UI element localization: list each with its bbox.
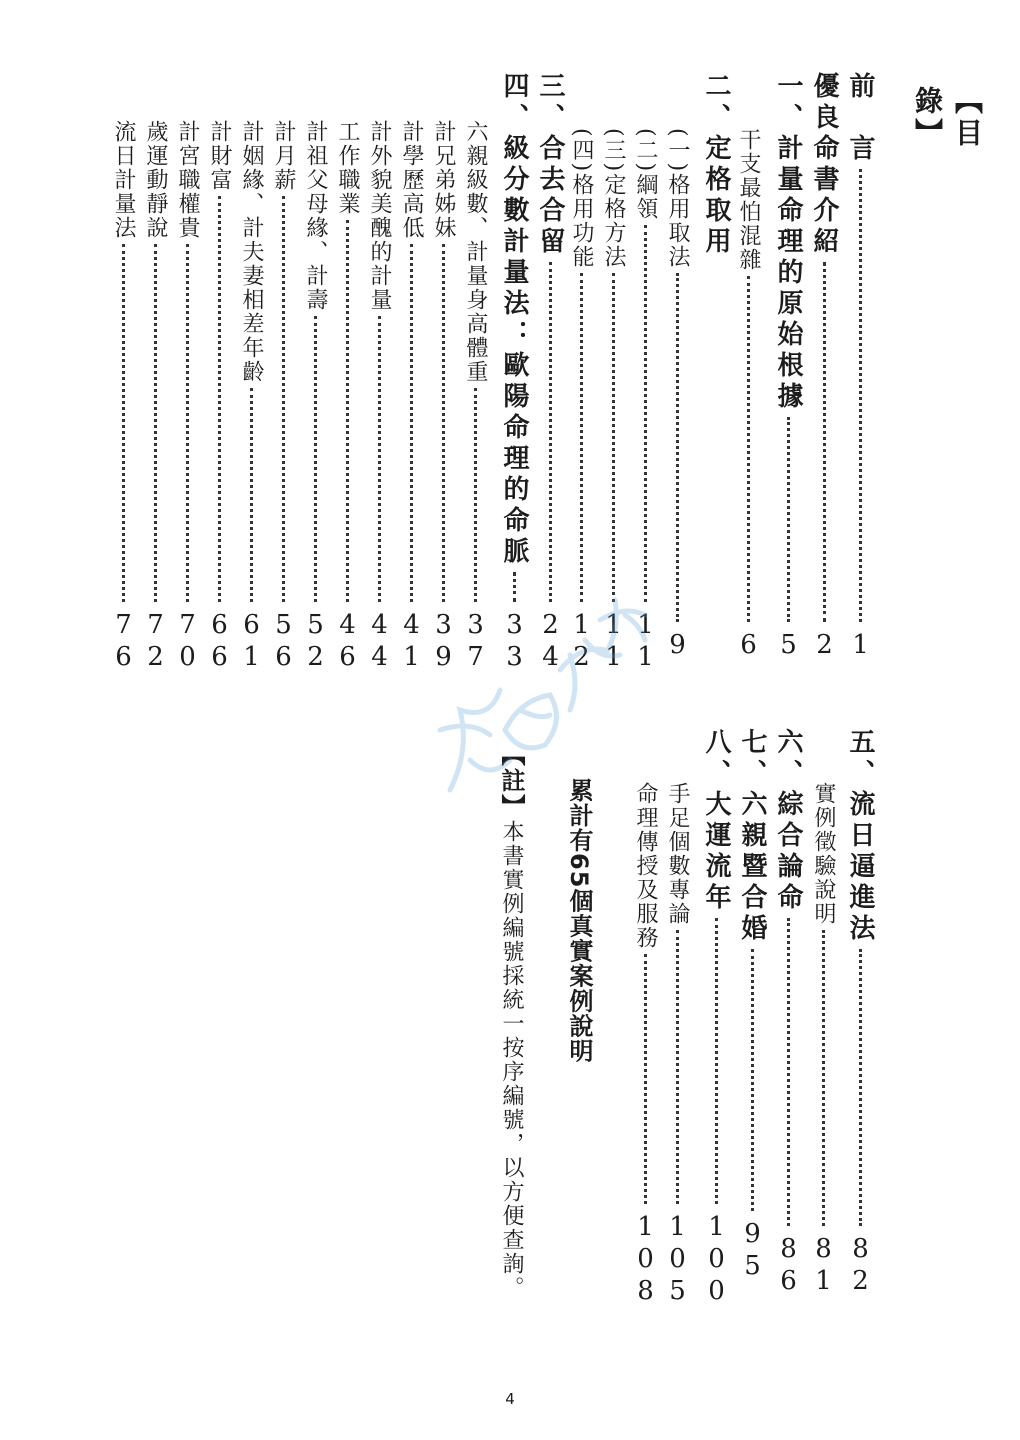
- toc-entry-label: (三)定格方法: [601, 128, 626, 270]
- toc-entry-label: 計兄弟姊妹: [431, 120, 456, 240]
- toc-leader-dots: [715, 918, 718, 1204]
- toc-entry-4-marriage[interactable]: [236, 120, 267, 674]
- toc-entry-label: 干支最怕混雜: [736, 128, 761, 272]
- toc-entry-label: 八、大運流年: [701, 728, 731, 914]
- toc-entry-page: 66: [204, 610, 235, 674]
- toc-entry-page: 72: [140, 610, 171, 674]
- footnote: [494, 742, 529, 1300]
- toc-leader-dots: [122, 244, 125, 602]
- toc-entry-page: 11: [630, 610, 661, 674]
- toc-leader-dots: [747, 276, 750, 622]
- toc-entry-label: (二)綱領: [633, 128, 658, 222]
- toc-leader-dots: [410, 244, 413, 602]
- toc-entry-label: 優良命書介紹: [809, 72, 839, 258]
- toc-entry-4-rank[interactable]: [172, 120, 203, 674]
- toc-entry-label: 四、級分數計量法：歐陽命理的命脈: [499, 72, 529, 568]
- toc-entry-4-appearance[interactable]: [364, 120, 395, 674]
- toc-leader-dots: [346, 220, 349, 602]
- watermark-seal: [410, 560, 670, 820]
- toc-entry-label: 六親級數、計量身高體重: [463, 120, 488, 384]
- toc-leader-dots: [751, 949, 754, 1211]
- toc-entry-label: (一)格用取法: [665, 128, 690, 270]
- toc-entry-page: 82: [845, 1234, 876, 1298]
- toc-entry-label: 實例徵驗說明: [811, 782, 836, 926]
- toc-entry-label: 六、綜合論命: [773, 728, 803, 914]
- toc-leader-dots: [787, 918, 790, 1226]
- toc-leader-dots: [644, 954, 647, 1204]
- toc-entry-label: 歲運動靜說: [143, 120, 168, 240]
- toc-leader-dots: [859, 169, 862, 622]
- toc-entry-label: 計祖父母緣、計壽: [303, 120, 328, 312]
- toc-leader-dots: [154, 244, 157, 602]
- toc-entry-page: 39: [428, 610, 459, 674]
- toc-entry-page: 1: [845, 630, 876, 662]
- toc-entry-page: 5: [773, 630, 804, 662]
- toc-entry-chapter-7[interactable]: [734, 728, 771, 1283]
- toc-entry-chapter-6[interactable]: [770, 728, 807, 1298]
- toc-entry-label: 計月薪: [271, 120, 296, 192]
- toc-entry-label: 前 言: [845, 72, 875, 165]
- toc-entry-label: 命理傳授及服務: [633, 782, 658, 950]
- toc-entry-preface[interactable]: [842, 72, 879, 662]
- toc-leader-dots: [822, 930, 825, 1226]
- toc-entry-page: 44: [364, 610, 395, 674]
- toc-entry-page: 6: [733, 630, 764, 662]
- toc-entry-page: 11: [598, 610, 629, 674]
- toc-entry-label: 計財富: [207, 120, 232, 192]
- toc-entry-page: 61: [236, 610, 267, 674]
- toc-entry-label: 工作職業: [335, 120, 360, 216]
- toc-leader-dots: [787, 417, 790, 622]
- toc-entry-page: 81: [808, 1234, 839, 1298]
- toc-entry-4-luck[interactable]: [140, 120, 171, 674]
- toc-entry-4-occupation[interactable]: [332, 120, 363, 674]
- toc-leader-dots: [580, 273, 583, 602]
- toc-entry-label: 計姻緣、計夫妻相差年齡: [239, 120, 264, 384]
- toc-leader-dots: [612, 273, 615, 602]
- toc-entry-page: 41: [396, 610, 427, 674]
- toc-entry-label: 一、計量命理的原始根據: [773, 72, 803, 413]
- page-number: 4: [505, 1390, 515, 1408]
- toc-entry-page: 2: [809, 630, 840, 662]
- toc-leader-dots: [250, 388, 253, 602]
- toc-entry-page: 33: [499, 610, 530, 674]
- toc-leader-dots: [644, 225, 647, 602]
- toc-entry-label: 七、六親暨合婚: [737, 728, 767, 945]
- toc-title: [907, 86, 987, 194]
- toc-entry-page: 100: [701, 1212, 732, 1308]
- toc-entry-page: 24: [535, 610, 566, 674]
- toc-leader-dots: [676, 930, 679, 1204]
- toc-entry-8-teaching[interactable]: [630, 782, 661, 1308]
- footnote-text: 本書實例編號採統一按序編號，以方便查詢。: [499, 820, 524, 1300]
- toc-entry-4-daily[interactable]: [108, 120, 139, 674]
- toc-entry-page: 105: [662, 1212, 693, 1308]
- toc-entry-8-siblings[interactable]: [662, 782, 693, 1308]
- footnote-mark: 【註】: [497, 742, 526, 820]
- toc-entry-chapter-2[interactable]: [698, 72, 735, 272]
- toc-entry-page: 46: [332, 610, 363, 674]
- toc-leader-dots: [218, 196, 221, 602]
- toc-entry-page: 108: [630, 1212, 661, 1308]
- toc-entry-page: 12: [566, 610, 597, 674]
- toc-entry-page: 52: [300, 610, 331, 674]
- toc-entry-label: 計外貌美醜的計量: [367, 120, 392, 312]
- toc-entry-label: 二、定格取用: [701, 72, 731, 258]
- case-count-summary: 累計有65個真實案例說明: [565, 778, 593, 1064]
- toc-leader-dots: [442, 244, 445, 602]
- toc-entry-page: 76: [108, 610, 139, 674]
- toc-leader-dots: [314, 316, 317, 602]
- toc-entry-chapter-5[interactable]: [842, 728, 879, 1298]
- toc-entry-ganzhi[interactable]: [733, 128, 764, 662]
- toc-entry-label: 計學歷高低: [399, 120, 424, 240]
- toc-entry-chapter-8[interactable]: [698, 728, 735, 1308]
- toc-entry-page: 86: [773, 1234, 804, 1298]
- toc-entry-label: (四)格用功能: [569, 128, 594, 270]
- toc-entry-label: 三、合去合留: [535, 72, 565, 258]
- toc-entry-chapter-1[interactable]: [770, 72, 807, 662]
- toc-entry-page: 70: [172, 610, 203, 674]
- toc-leader-dots: [282, 196, 285, 602]
- toc-entry-4-wealth[interactable]: [204, 120, 235, 674]
- toc-title-open: 【目: [951, 86, 984, 150]
- toc-entry-page: 37: [460, 610, 491, 674]
- toc-entry-page: 9: [662, 630, 693, 662]
- toc-leader-dots: [676, 273, 679, 622]
- toc-entry-label: 計宮職權貴: [175, 120, 200, 240]
- toc-leader-dots: [378, 316, 381, 602]
- toc-entry-page: 56: [268, 610, 299, 674]
- toc-entry-book-intro[interactable]: [806, 72, 843, 662]
- toc-entry-4-salary[interactable]: [268, 120, 299, 674]
- toc-entry-label: 手足個數專論: [665, 782, 690, 926]
- toc-title-close: 錄】: [911, 86, 944, 150]
- toc-leader-dots: [823, 262, 826, 622]
- toc-entry-page: 95: [737, 1219, 768, 1283]
- toc-entry-label: 流日計量法: [111, 120, 136, 240]
- toc-leader-dots: [859, 949, 862, 1226]
- toc-entry-5-cases[interactable]: [808, 782, 839, 1298]
- toc-entry-4-grandparents[interactable]: [300, 120, 331, 674]
- toc-leader-dots: [549, 262, 552, 602]
- toc-entry-label: 五、流日逼進法: [845, 728, 875, 945]
- toc-leader-dots: [186, 244, 189, 602]
